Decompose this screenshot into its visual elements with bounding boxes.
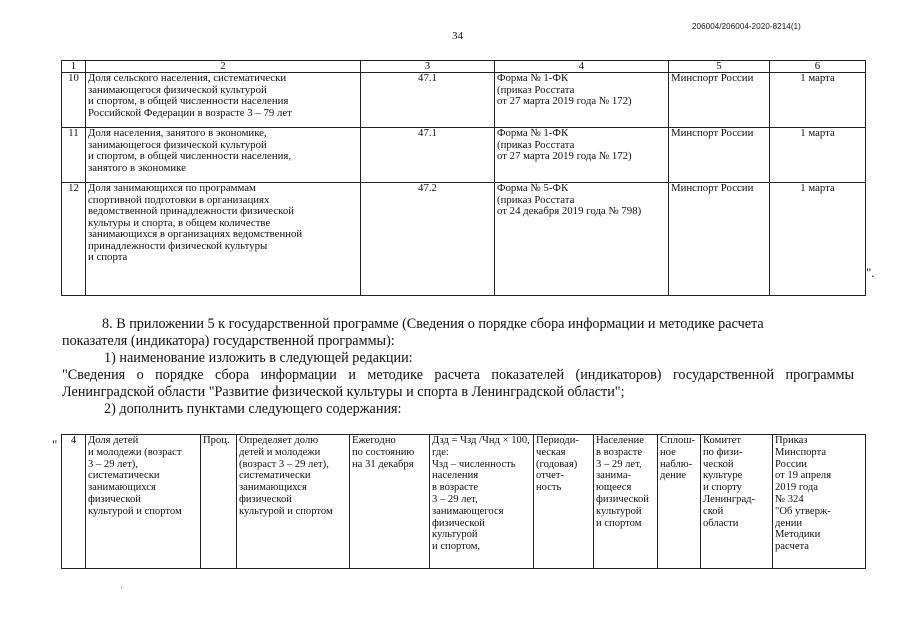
- stray-mark: ˌ: [120, 578, 123, 588]
- reporting-form: Форма № 5-ФК (приказ Росстата от 24 декабря 2019 года № 798): [495, 183, 669, 296]
- responsible-agency: Минспорт России: [669, 73, 770, 128]
- indicator-name: Доля занимающихся по программам спортивной подготовки в организациях ведомственной принадлежности физической культуры и спорта, в общем количестве занимающихся в организациях ведомственной принадлежности физической культуры и спорта: [86, 183, 361, 296]
- responsible-agency: Минспорт России: [669, 128, 770, 183]
- page-number: 34: [452, 30, 463, 42]
- row-number: 11: [62, 128, 86, 183]
- closing-quote: ".: [866, 265, 875, 280]
- row-number: 4: [62, 435, 86, 569]
- paragraph-line: показателя (индикатора) государственной программы):: [62, 333, 395, 349]
- indicators-table: [61, 60, 866, 296]
- unit-of-measure: Проц.: [201, 435, 237, 569]
- indicator-code: 47.1: [361, 73, 495, 128]
- indicator-code: 47.1: [361, 128, 495, 183]
- table-row: [62, 128, 866, 183]
- paragraph-line: 8. В приложении 5 к государственной программе (Сведения о порядке сбора информации и методике расчета: [102, 316, 764, 332]
- subparagraph-1: 1) наименование изложить в следующей редакции:: [104, 350, 413, 366]
- timing: Ежегодно по состоянию на 31 декабря: [350, 435, 430, 569]
- observation-method: Сплош- ное наблю- дение: [658, 435, 701, 569]
- indicator-name: Доля сельского населения, систематически занимающегося физической культурой и спортом, в общей численности населения Российской Федерации в возрасте 3 – 79 лет: [86, 73, 361, 128]
- new-title-text: "Сведения о порядке сбора информации и методике расчета показателей (индикаторов) государственной программы Ленинградской области "Развитие физической культуры и спорта в Ленинградской области";: [62, 367, 854, 400]
- table-row: [62, 183, 866, 296]
- indicator-name: Доля детей и молодежи (возраст 3 – 29 лет), систематически занимающихся физической культурой и спортом: [86, 435, 201, 569]
- table-row: [62, 73, 866, 128]
- methodology-table: [61, 434, 866, 569]
- reporting-form: Форма № 1-ФК (приказ Росстата от 27 марта 2019 года № 172): [495, 73, 669, 128]
- header-cell: 6: [770, 61, 866, 73]
- header-cell: 4: [495, 61, 669, 73]
- indicator-name: Доля населения, занятого в экономике, занимающегося физической культурой и спортом, в общей численности населения, занятого в экономике: [86, 128, 361, 183]
- header-cell: 2: [86, 61, 361, 73]
- deadline-date: 1 марта: [770, 73, 866, 128]
- table-header-row: [62, 61, 866, 73]
- header-cell: 1: [62, 61, 86, 73]
- row-number: 10: [62, 73, 86, 128]
- subparagraph-2: 2) дополнить пунктами следующего содержания:: [104, 401, 402, 417]
- responsible-body: Комитет по физи- ческой культуре и спорту Ленинград- ской области: [701, 435, 773, 569]
- deadline-date: 1 марта: [770, 183, 866, 296]
- reporting-form: Форма № 1-ФК (приказ Росстата от 27 марта 2019 года № 172): [495, 128, 669, 183]
- deadline-date: 1 марта: [770, 128, 866, 183]
- opening-quote: ": [52, 437, 58, 452]
- population-scope: Население в возрасте 3 – 29 лет, занима- ющееся физической культурой и спортом: [594, 435, 658, 569]
- responsible-agency: Минспорт России: [669, 183, 770, 296]
- document-id: 206004/206004-2020-8214(1): [692, 22, 801, 31]
- indicator-definition: Определяет долю детей и молодежи (возраст 3 – 29 лет), систематически занимающихся физической культурой и спортом: [237, 435, 350, 569]
- indicator-code: 47.2: [361, 183, 495, 296]
- header-cell: 3: [361, 61, 495, 73]
- header-cell: 5: [669, 61, 770, 73]
- paragraph-8: [62, 316, 854, 350]
- calculation-formula: Дзд = Чзд /Чнд × 100, где: Чзд – численность населения в возрасте 3 – 29 лет, занимающегося физической культурой и спортом,: [430, 435, 534, 569]
- row-number: 12: [62, 183, 86, 296]
- legal-basis: Приказ Минспорта России от 19 апреля 2019 года № 324 "Об утверж- дении Методики расчета: [773, 435, 866, 569]
- table-row: [62, 435, 866, 569]
- periodicity: Периоди- ческая (годовая) отчет- ность: [534, 435, 594, 569]
